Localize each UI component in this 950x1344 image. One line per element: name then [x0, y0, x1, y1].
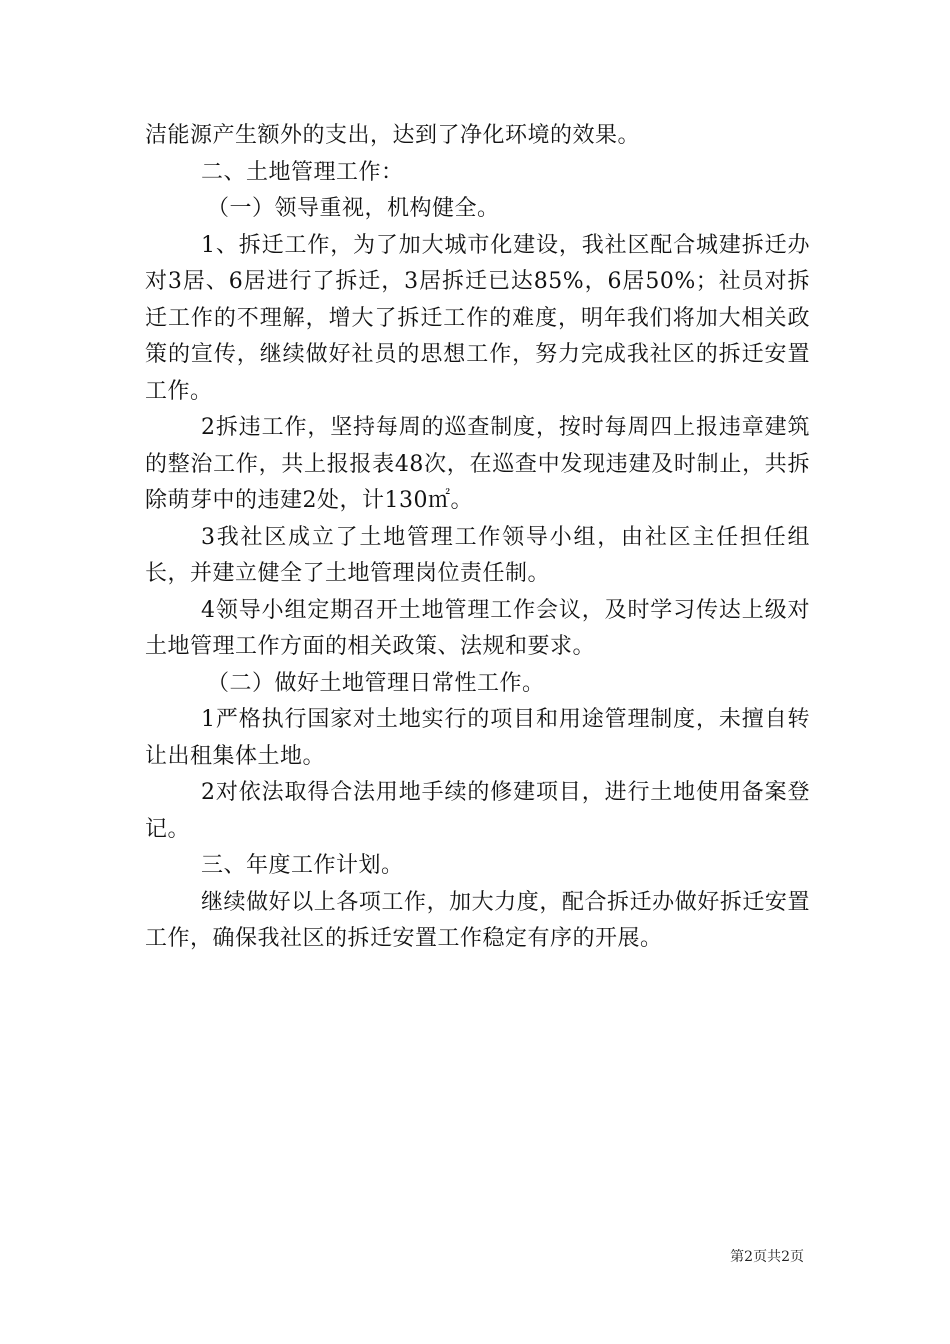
paragraph-registration: 2对依法取得合法用地手续的修建项目，进行土地使用备案登记。 [145, 780, 810, 842]
paragraph-demolition-work: 1、拆迁工作，为了加大城市化建设，我社区配合城建拆迁办对3居、6居进行了拆迁，3居拆迁已达85%，6居50%；社员对拆迁工作的不理解，增大了拆迁工作的难度，明年我们将加大相关政策的宣传，继续做好社员的思想工作，努力完成我社区的拆迁安置工作。 [145, 232, 810, 404]
paragraph-leading-group: 3我社区成立了土地管理工作领导小组，由社区主任担任组长，并建立健全了土地管理岗位责任制。 [145, 524, 810, 586]
paragraph-plan-detail: 继续做好以上各项工作，加大力度，配合拆迁办做好拆迁安置工作，确保我社区的拆迁安置工作稳定有序的开展。 [145, 889, 810, 951]
page-number: 第2页共2页 [730, 1249, 804, 1265]
paragraph-continuation: 洁能源产生额外的支出，达到了净化环境的效果。 [145, 123, 641, 148]
paragraph-land-use-rules: 1严格执行国家对土地实行的项目和用途管理制度，未擅自转让出租集体土地。 [145, 707, 810, 769]
subheading-daily-work: （二）做好土地管理日常性工作。 [207, 670, 545, 696]
document-body [145, 118, 810, 958]
paragraph-meetings: 4领导小组定期召开土地管理工作会议，及时学习传达上级对土地管理工作方面的相关政策、法规和要求。 [145, 597, 810, 659]
paragraph-illegal-construction: 2拆违工作，坚持每周的巡查制度，按时每周四上报违章建筑的整治工作，共上报报表48次，在巡查中发现违建及时制止，共拆除萌芽中的违建2处，计130㎡。 [145, 415, 810, 513]
heading-land-management: 二、土地管理工作： [201, 159, 404, 185]
heading-annual-plan: 三、年度工作计划。 [201, 853, 404, 878]
subheading-leadership: （一）领导重视，机构健全。 [207, 196, 500, 221]
